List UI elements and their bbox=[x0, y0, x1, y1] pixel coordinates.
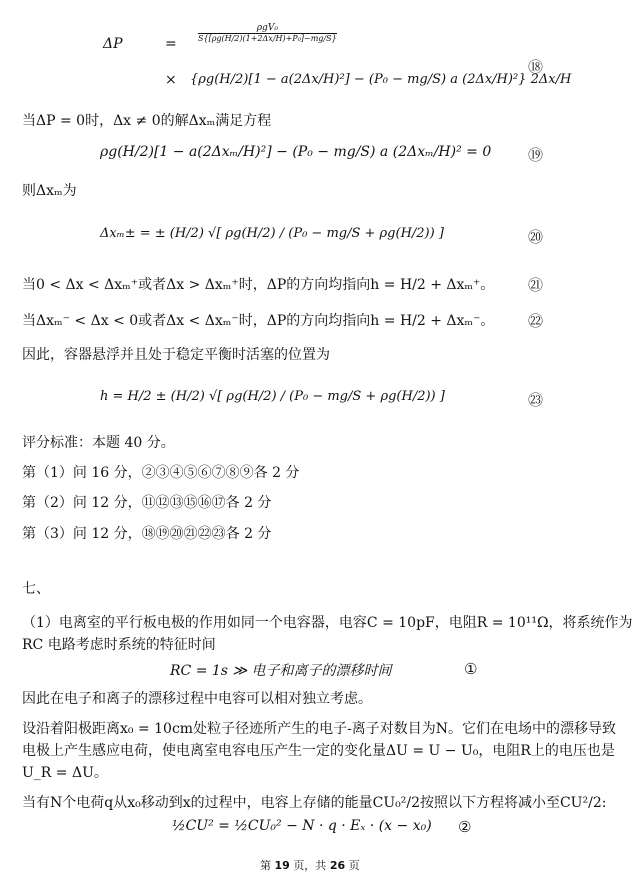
text-when-dp-zero: 当ΔP = 0时，Δx ≠ 0的解Δxₘ满足方程 bbox=[22, 113, 272, 129]
text-then-dxm: 则Δxₘ为 bbox=[22, 183, 77, 199]
section-7-p3a: 设沿着阳极距离x₀ = 10cm处粒子径迹所产生的电子-离子对数目为N。它们在电场中的漂移导致 bbox=[22, 721, 617, 737]
eq18-line2: {ρg(H/2)[1 − a(2Δx/H)²] − (P₀ − mg/S) a (2Δx/H)²} 2Δx/H bbox=[190, 72, 572, 87]
eq18-times: × bbox=[165, 72, 177, 88]
eq21-number: ㉑ bbox=[528, 276, 544, 294]
eq20-expression: Δxₘ± = ± (H/2) √[ ρg(H/2) / (P₀ − mg/S + ρg(H/2)) ] bbox=[100, 226, 444, 241]
eq18-lhs: ΔP bbox=[103, 36, 123, 52]
section-7-p3c: U_R = ΔU。 bbox=[22, 765, 108, 781]
eq19-number: ⑲ bbox=[528, 146, 544, 164]
section-7-eq2: ½CU² = ½CU₀² − N · q · Eₓ · (x − x₀) bbox=[172, 818, 432, 834]
eq18-fraction bbox=[198, 22, 337, 43]
grading-q3: 第（3）问 12 分，⑱⑲⑳㉑㉒㉓各 2 分 bbox=[22, 526, 272, 542]
section-7-p3b: 电极上产生感应电荷，使电离室电容电压产生一定的变化量ΔU = U − U₀，电阻R上的电压也是 bbox=[22, 743, 615, 759]
eq23-number: ㉓ bbox=[528, 391, 544, 409]
footer-prefix: 第 bbox=[260, 859, 271, 872]
eq19-expression: ρg(H/2)[1 − a(2Δxₘ/H)²] − (P₀ − mg/S) a (2Δxₘ/H)² = 0 bbox=[100, 144, 492, 160]
eq18-frac-den: S{[ρg(H/2)(1+2Δx/H)+P₀]−mg/S} bbox=[198, 33, 337, 43]
section-7-eq1-number: ① bbox=[464, 660, 478, 678]
footer-page-number: 19 bbox=[274, 859, 290, 872]
section-7-p2: 因此在电子和离子的漂移过程中电容可以相对独立考虑。 bbox=[22, 691, 372, 707]
footer-total-pages: 26 bbox=[329, 859, 346, 872]
page-footer bbox=[260, 857, 360, 873]
section-7-eq1: RC = 1s ≫ 电子和离子的漂移时间 bbox=[170, 663, 392, 679]
grading-q2: 第（2）问 12 分，⑪⑫⑬⑮⑯⑰各 2 分 bbox=[22, 495, 272, 511]
eq18-equals: = bbox=[165, 36, 177, 52]
section-7-p1b: RC 电路考虑时系统的特征时间 bbox=[22, 637, 216, 653]
text-line-22: 当Δxₘ⁻ < Δx < 0或者Δx < Δxₘ⁻时，ΔP的方向均指向h = H/2 + Δxₘ⁻。 bbox=[22, 313, 495, 329]
eq23-expression: h = H/2 ± (H/2) √[ ρg(H/2) / (P₀ − mg/S + ρg(H/2)) ] bbox=[100, 389, 445, 404]
text-therefore: 因此，容器悬浮并且处于稳定平衡时活塞的位置为 bbox=[22, 347, 330, 363]
section-7-heading: 七、 bbox=[22, 581, 50, 597]
grading-title: 评分标准：本题 40 分。 bbox=[22, 435, 175, 451]
grading-q1: 第（1）问 16 分，②③④⑤⑥⑦⑧⑨各 2 分 bbox=[22, 465, 300, 481]
footer-mid: 页，共 bbox=[293, 859, 327, 872]
text-line-21: 当0 < Δx < Δxₘ⁺或者Δx > Δxₘ⁺时，ΔP的方向均指向h = H/2 + Δxₘ⁺。 bbox=[22, 277, 495, 293]
footer-suffix: 页 bbox=[348, 859, 360, 872]
eq18-frac-num: ρgV₀ bbox=[198, 23, 337, 34]
eq22-number: ㉒ bbox=[528, 312, 544, 330]
section-7-eq2-number: ② bbox=[458, 818, 472, 836]
eq18-number: ⑱ bbox=[528, 58, 544, 76]
section-7-p4: 当有N个电荷q从x₀移动到x的过程中，电容上存储的能量CU₀²/2按照以下方程将减小至CU²/2: bbox=[22, 795, 607, 811]
section-7-p1a: （1）电离室的平行板电极的作用如同一个电容器，电容C = 10pF，电阻R = 10¹¹Ω，将系统作为 bbox=[22, 615, 633, 631]
eq20-number: ⑳ bbox=[528, 228, 544, 246]
